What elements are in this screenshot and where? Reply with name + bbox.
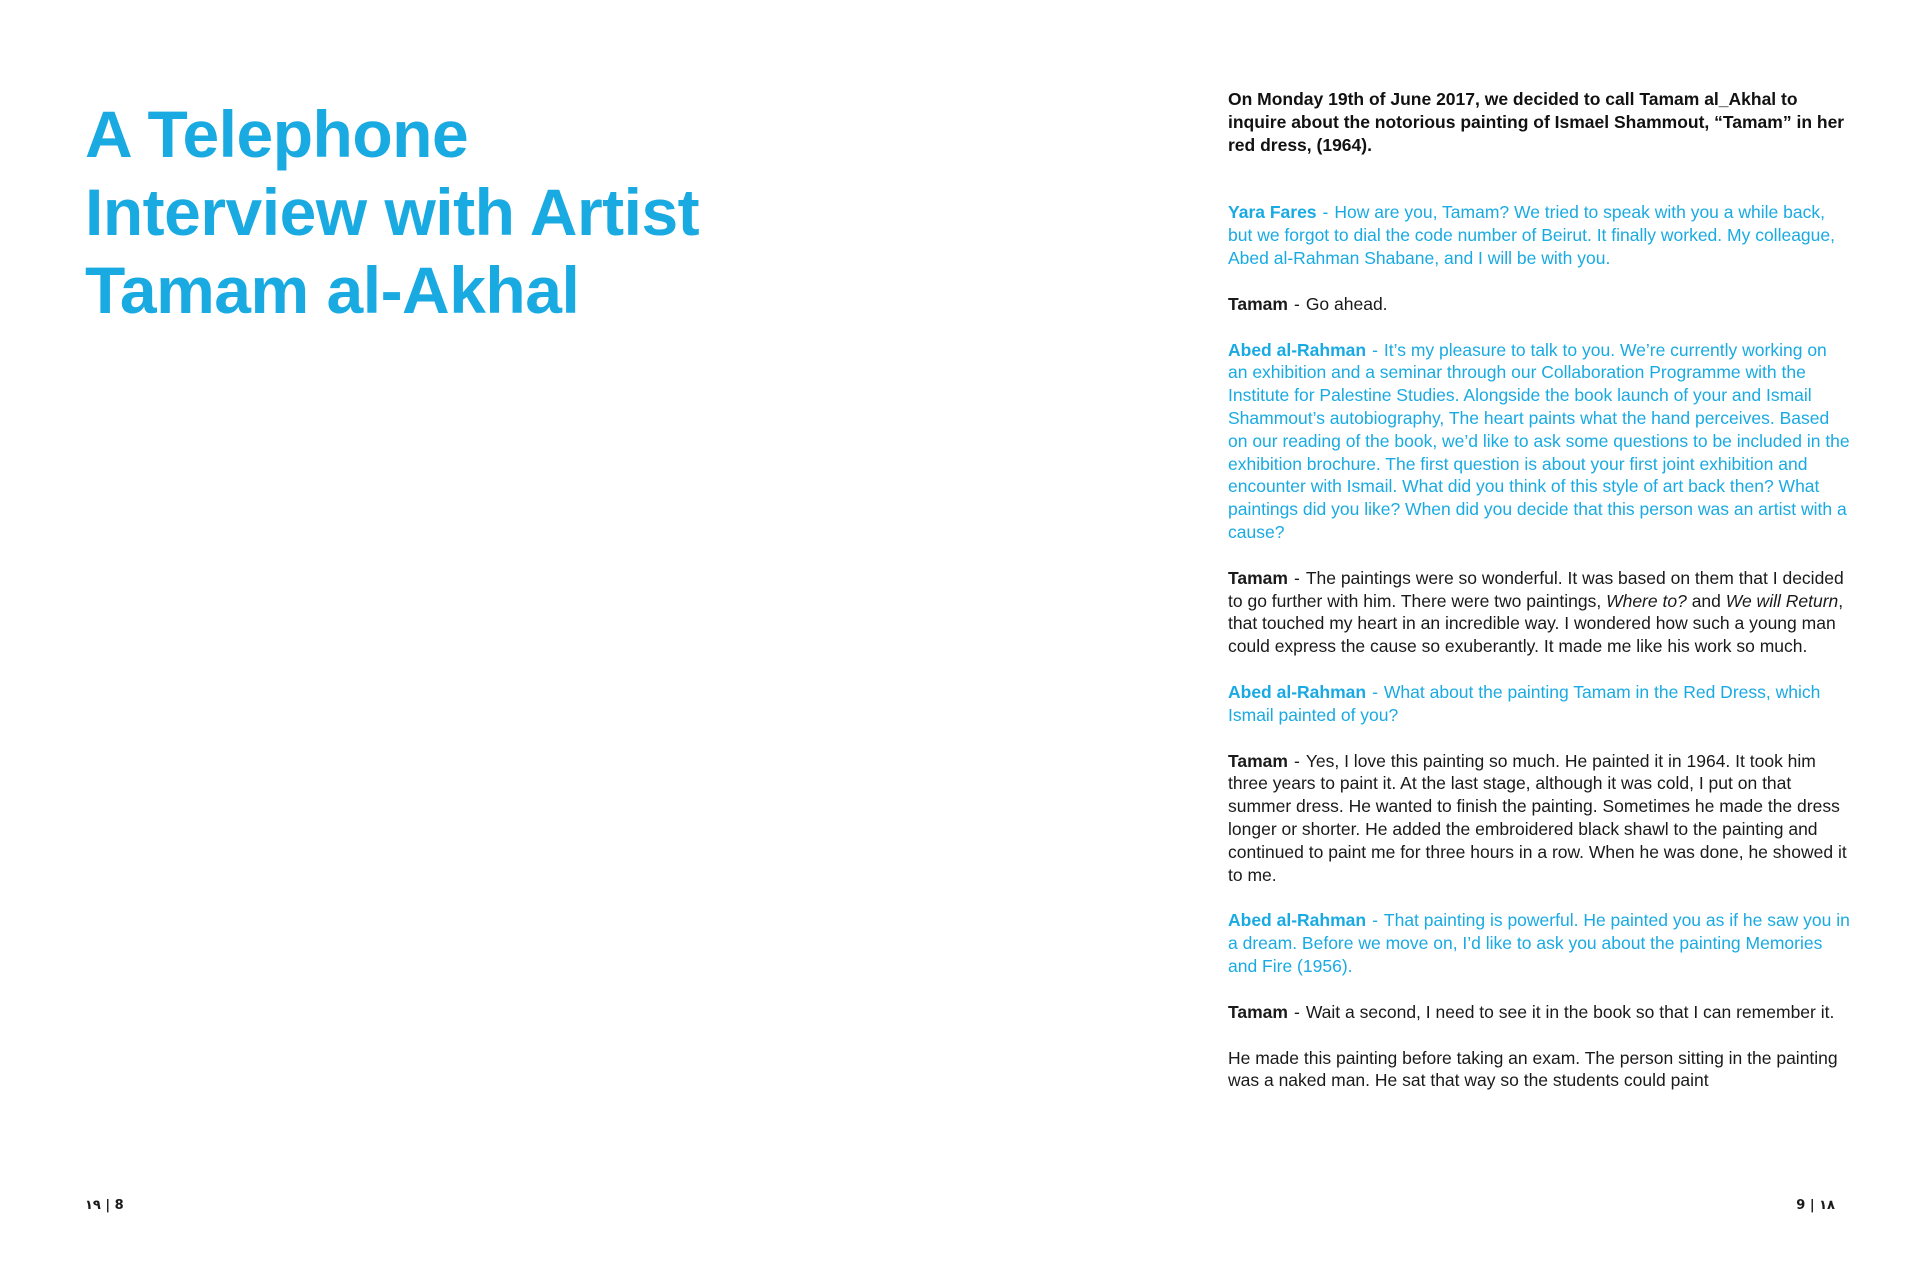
title-line-2: Interview with Artist: [85, 175, 700, 249]
interview-entry: [1228, 293, 1850, 316]
painting-title: We will Return: [1725, 590, 1839, 611]
speaker-dash: -: [1293, 567, 1300, 588]
entry-text: Go ahead.: [1305, 293, 1388, 314]
speaker-dash: -: [1293, 750, 1300, 771]
speaker-name: Tamam: [1228, 293, 1288, 314]
entry-text: The paintings were so wonderful. It was based on them that I decided to go further with him. There were two paintings,: [1228, 567, 1844, 611]
speaker-name: Tamam: [1228, 1001, 1288, 1022]
speaker-dash: -: [1372, 681, 1378, 702]
speaker-dash: -: [1293, 1001, 1300, 1022]
left-page-number: ١٩ | 8: [85, 1198, 124, 1213]
entry-text: Yes, I love this painting so much. He painted it in 1964. It took him three years to paint it. At the last stage, although it was cold, I put on that summer dress. He wanted to finish the painting. Sometimes he made the dress longer or shorter. He added the embroidered black shawl to the painting and continued to paint me for three hours in a row. When he was done, he showed it to me.: [1228, 750, 1847, 885]
interview-entry: [1228, 567, 1850, 658]
interview-body: [1228, 88, 1850, 1115]
right-page: [960, 0, 1920, 1280]
speaker-name: Abed al-Rahman: [1228, 910, 1367, 931]
interview-entry: [1228, 1001, 1850, 1024]
painting-title: Where to?: [1606, 590, 1687, 611]
entry-text: How are you, Tamam? We tried to speak with you a while back, but we forgot to dial the code number of Beirut. It finally worked. My colleague, Abed al-Rahman Shabane, and I will be with you.: [1228, 202, 1835, 268]
interview-entry: [1228, 339, 1850, 544]
speaker-name: Abed al-Rahman: [1228, 681, 1367, 702]
entry-text: What about the painting Tamam in the Red Dress, which Ismail painted of you?: [1228, 681, 1821, 725]
speaker-name: Tamam: [1228, 567, 1288, 588]
entry-text: , that touched my heart in an incredible way. I wondered how such a young man could express the cause so exuberantly. It made me like his work so much.: [1228, 590, 1844, 657]
interview-entry: [1228, 201, 1850, 269]
intro-paragraph: On Monday 19th of June 2017, we decided to call Tamam al_Akhal to inquire about the notorious painting of Ismael Shammout, “Tamam” in her red dress, (1964).: [1228, 89, 1845, 155]
right-page-number: 9 | ١٨: [1796, 1198, 1835, 1213]
entry-text: That painting is powerful. He painted you as if he saw you in a dream. Before we move on, I’d like to ask you about the painting Memories and Fire (1956).: [1228, 910, 1850, 976]
entry-text: and: [1691, 590, 1721, 611]
speaker-name: Yara Fares: [1228, 202, 1317, 223]
interview-entry: [1228, 909, 1850, 977]
title-line-1: A Telephone: [85, 97, 469, 171]
speaker-dash: -: [1372, 339, 1378, 360]
page-title: [85, 95, 785, 329]
speaker-dash: -: [1372, 910, 1378, 931]
speaker-name: Tamam: [1228, 750, 1288, 771]
speaker-dash: -: [1322, 202, 1329, 223]
speaker-name: Abed al-Rahman: [1228, 339, 1367, 360]
interview-entry: [1228, 681, 1850, 727]
entry-text: Wait a second, I need to see it in the book so that I can remember it.: [1305, 1001, 1835, 1022]
interview-entry: [1228, 750, 1850, 887]
entry-text: It’s my pleasure to talk to you. We’re currently working on an exhibition and a seminar through our Collaboration Programme with the Institute for Palestine Studies. Alongside the book launch of your and Ismail Shammout’s autobiography, The heart paints what the hand perceives. Based on our reading of the book, we’d like to ask some questions to be included in the exhibition brochure. The first question is about your first joint exhibition and encounter with Ismail. What did you think of this style of art back then? What paintings did you like? When did you decide that this person was an artist with a cause?: [1228, 339, 1850, 542]
title-line-3: Tamam al-Akhal: [85, 253, 580, 327]
speaker-dash: -: [1293, 293, 1300, 314]
continuation-paragraph: He made this painting before taking an exam. The person sitting in the painting was a naked man. He sat that way so the students could paint: [1228, 1047, 1838, 1091]
